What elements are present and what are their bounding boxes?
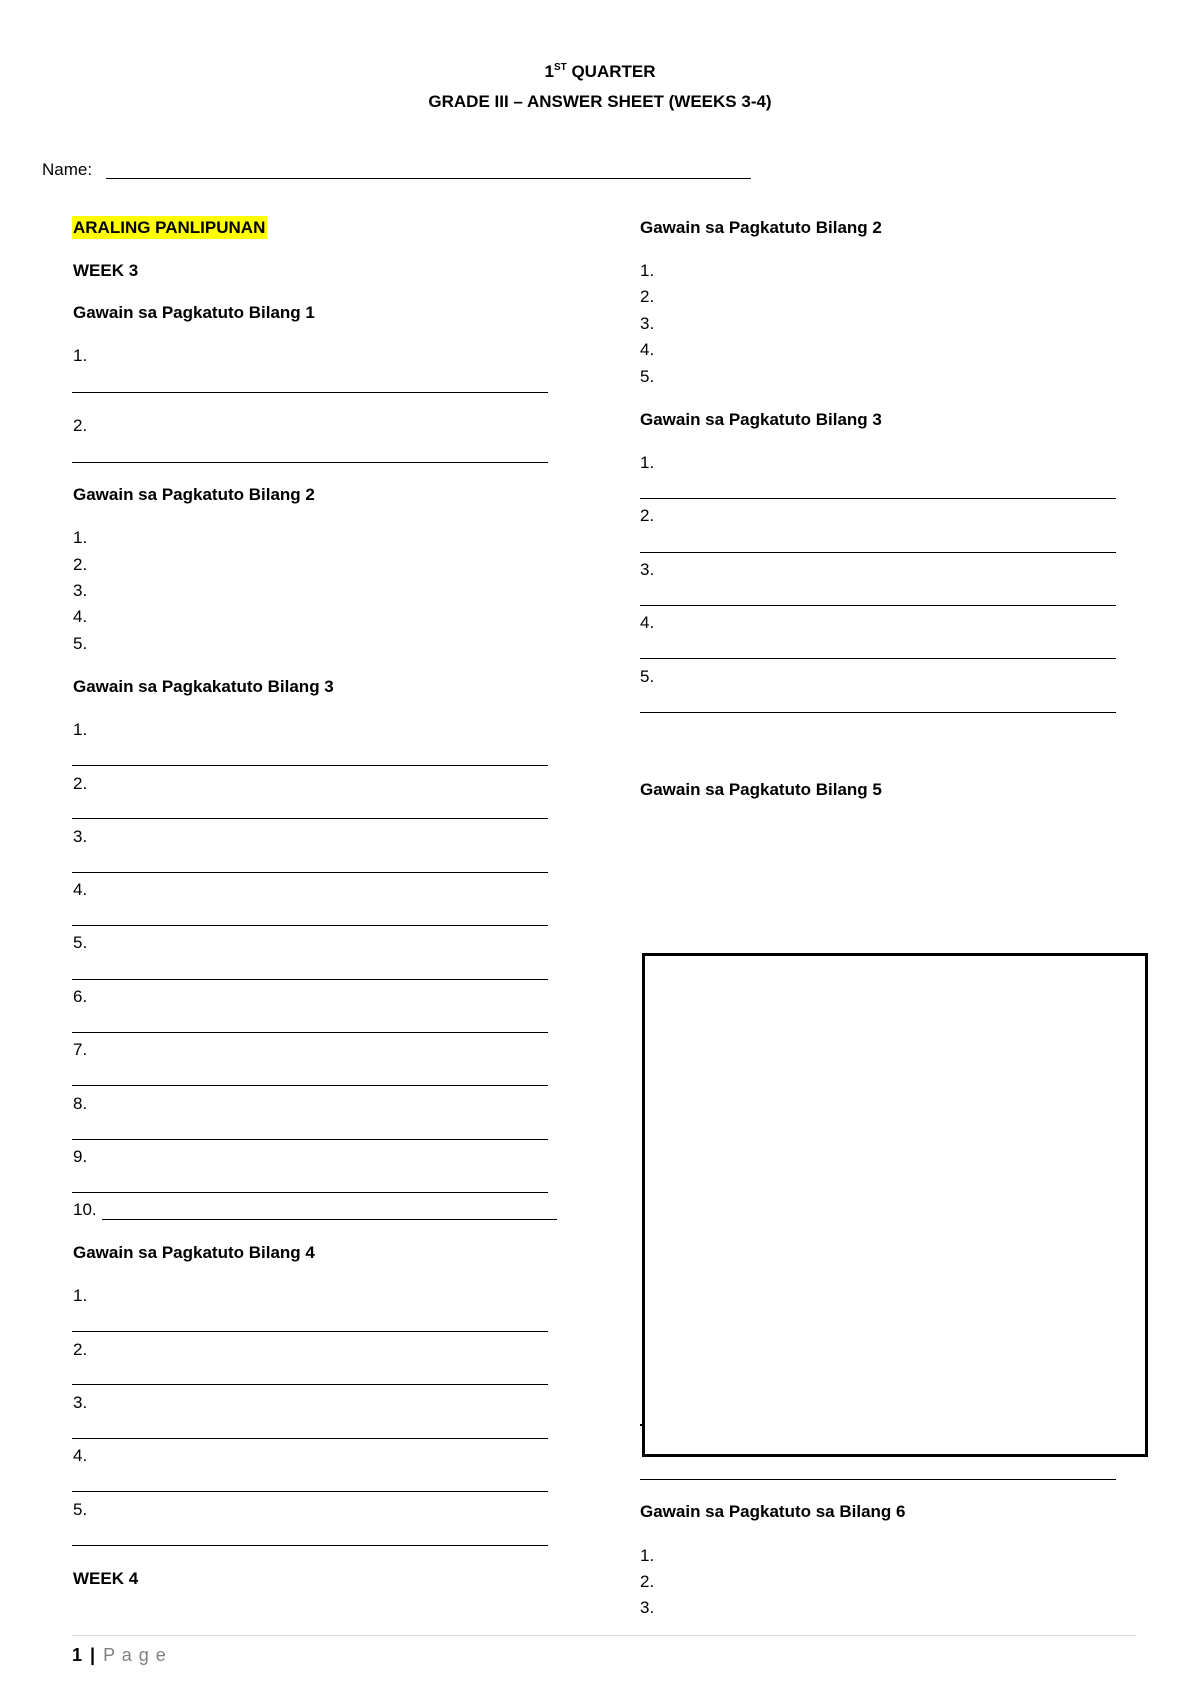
footer-rule (72, 1635, 1136, 1636)
left-g4-num-1: 1. (73, 1286, 88, 1305)
left-g3-answer-line-6[interactable] (72, 1032, 548, 1033)
left-g3-answer-line-2[interactable] (72, 818, 548, 819)
left-g4-answer-line-2[interactable] (72, 1384, 548, 1385)
week3-heading: WEEK 3 (73, 261, 139, 280)
right-g2-num-2: 2. (640, 287, 655, 306)
right-gawain5-title: Gawain sa Pagkatuto Bilang 5 (640, 780, 882, 799)
left-g3-num-4: 4. (73, 880, 88, 899)
left-g3-answer-line-8[interactable] (72, 1139, 548, 1140)
right-gawain6-title: Gawain sa Pagkatuto sa Bilang 6 (640, 1502, 906, 1521)
footer-separator: | (90, 1645, 96, 1665)
right-g2-num-3: 3. (640, 314, 655, 333)
left-g4-num-5: 5. (73, 1500, 88, 1519)
left-g3-num-6: 6. (73, 987, 88, 1006)
right-g3-num-1: 1. (640, 453, 655, 472)
left-g3-answer-line-3[interactable] (72, 872, 548, 873)
right-g6-num-1: 1. (640, 1546, 655, 1565)
right-gawain2-title: Gawain sa Pagkatuto Bilang 2 (640, 218, 882, 237)
left-g2-num-5: 5. (73, 634, 88, 653)
right-gawain3-title: Gawain sa Pagkatuto Bilang 3 (640, 410, 882, 429)
right-g6-num-3: 3. (640, 1598, 655, 1617)
right-g2-num-1: 1. (640, 261, 655, 280)
left-g3-answer-line-5[interactable] (72, 979, 548, 980)
left-g3-num-7: 7. (73, 1040, 88, 1059)
right-g3-num-2: 2. (640, 506, 655, 525)
left-gawain2-title: Gawain sa Pagkatuto Bilang 2 (73, 485, 315, 504)
left-g2-num-1: 1. (73, 528, 88, 547)
week4-heading: WEEK 4 (73, 1569, 139, 1588)
page-title: GRADE III – ANSWER SHEET (WEEKS 3-4) (428, 92, 772, 111)
subject-highlight: ARALING PANLIPUNAN (73, 218, 266, 237)
left-gawain1-title: Gawain sa Pagkatuto Bilang 1 (73, 303, 315, 322)
right-g3-answer-line-2[interactable] (640, 552, 1116, 553)
quarter-number: 1 (544, 62, 554, 81)
right-g3-num-3: 3. (640, 560, 655, 579)
left-g2-num-3: 3. (73, 581, 88, 600)
subject-label (72, 218, 267, 238)
right-g3-answer-line-1[interactable] (640, 498, 1116, 499)
right-g2-num-5: 5. (640, 367, 655, 386)
quarter-heading (0, 62, 1200, 82)
left-g3-num-9: 9. (73, 1147, 88, 1166)
footer-page-word: P a g e (103, 1645, 167, 1665)
left-gawain3-title: Gawain sa Pagkakatuto Bilang 3 (73, 677, 334, 696)
left-g3-num-3: 3. (73, 827, 88, 846)
right-g6-num-2: 2. (640, 1572, 655, 1591)
left-g4-answer-line-5[interactable] (72, 1545, 548, 1546)
right-g3-answer-line-4[interactable] (640, 658, 1116, 659)
left-g1-num-2: 2. (73, 416, 88, 435)
left-g3-num-5: 5. (73, 933, 88, 952)
left-g3-num-8: 8. (73, 1094, 88, 1113)
left-g2-num-2: 2. (73, 555, 88, 574)
left-g3-num-2: 2. (73, 774, 88, 793)
quarter-superscript: ST (553, 62, 567, 73)
left-g4-num-2: 2. (73, 1340, 88, 1359)
left-g3-answer-line-10[interactable] (102, 1219, 557, 1220)
left-g3-answer-line-1[interactable] (72, 765, 548, 766)
name-field-line[interactable] (106, 178, 751, 179)
left-g3-answer-line-7[interactable] (72, 1085, 548, 1086)
footer-page (72, 1645, 167, 1665)
right-g5-answer-line[interactable] (640, 1479, 1116, 1480)
left-g3-num-1: 1. (73, 720, 88, 739)
right-g3-num-5: 5. (640, 667, 655, 686)
stray-dot (640, 1424, 642, 1426)
drawing-box[interactable] (642, 953, 1148, 1457)
left-g4-answer-line-3[interactable] (72, 1438, 548, 1439)
left-g2-num-4: 4. (73, 607, 88, 626)
left-g4-answer-line-4[interactable] (72, 1491, 548, 1492)
right-g3-answer-line-5[interactable] (640, 712, 1116, 713)
quarter-word: QUARTER (571, 62, 656, 81)
left-g4-num-4: 4. (73, 1446, 88, 1465)
left-g3-answer-line-9[interactable] (72, 1192, 548, 1193)
left-g1-answer-line-2[interactable] (72, 462, 548, 463)
right-g3-answer-line-3[interactable] (640, 605, 1116, 606)
left-gawain4-title: Gawain sa Pagkatuto Bilang 4 (73, 1243, 315, 1262)
right-g2-num-4: 4. (640, 340, 655, 359)
left-g1-answer-line-1[interactable] (72, 392, 548, 393)
left-g3-answer-line-4[interactable] (72, 925, 548, 926)
left-g3-num-10: 10. (73, 1200, 97, 1219)
right-g3-num-4: 4. (640, 613, 655, 632)
left-g4-num-3: 3. (73, 1393, 88, 1412)
left-g4-answer-line-1[interactable] (72, 1331, 548, 1332)
footer-page-number: 1 (72, 1645, 83, 1665)
left-g1-num-1: 1. (73, 346, 88, 365)
name-label: Name: (42, 160, 93, 179)
